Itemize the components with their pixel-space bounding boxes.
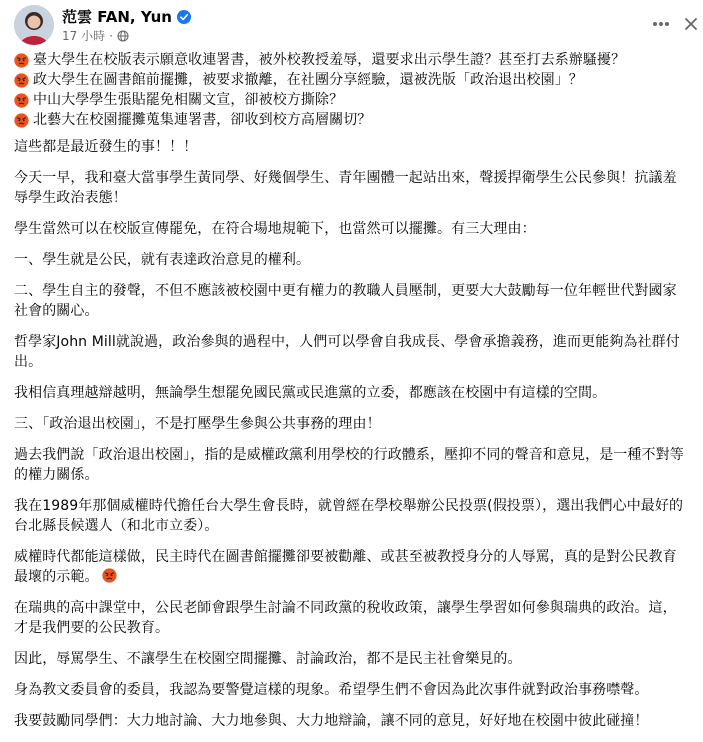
paragraph-text: 我在1989年那個威權時代擔任台大學生會長時，就曾經在學校舉辦公民投票(假投票），選出我們心中最好的台北縣長候選人（和北市立委）。 — [14, 498, 684, 534]
post-paragraph — [14, 168, 690, 208]
post-paragraph — [14, 445, 690, 485]
paragraph-text: 過去我們說「政治退出校園」，指的是威權政黨利用學校的行政體系，壓抑不同的聲音和意見，是一種不對等的權力關係。 — [14, 447, 684, 483]
close-button[interactable] — [680, 10, 702, 38]
post-paragraph — [14, 496, 690, 536]
paragraph-text: 三、「政治退出校園」，不是打壓學生參與公共事務的理由！ — [14, 416, 381, 432]
post-paragraph — [14, 598, 690, 638]
close-icon — [685, 18, 697, 30]
paragraph-text: 在瑞典的高中課堂中，公民老師會跟學生討論不同政黨的稅收政策，讓學生學習如何參與瑞典的政治。這，才是我們要的公民教育。 — [14, 600, 677, 636]
more-options-button[interactable] — [647, 10, 675, 38]
bullet-item — [14, 70, 690, 90]
bullet-item — [14, 90, 690, 110]
post-paragraph — [14, 332, 690, 372]
angry-emoji-icon — [14, 73, 29, 88]
avatar-image-icon — [14, 5, 54, 45]
paragraph-text: 今天一早，我和臺大當事學生黃同學、好幾個學生、青年團體一起站出來，聲援捍衛學生公民參與！抗議羞辱學生政治表態！ — [14, 170, 677, 206]
paragraph-text: 這些都是最近發生的事！！！ — [14, 139, 198, 155]
post-timestamp[interactable]: 17 小時 — [62, 29, 106, 43]
author-avatar[interactable] — [14, 5, 54, 45]
paragraph-text: 一、學生就是公民，就有表達政治意見的權利。 — [14, 252, 311, 268]
globe-icon — [117, 30, 129, 42]
paragraph-text: 因此，辱罵學生、不讓學生在校園空間擺攤、討論政治，都不是民主社會樂見的。 — [14, 651, 522, 667]
angry-emoji-icon — [14, 53, 29, 68]
bullet-item — [14, 110, 690, 130]
more-dots-icon — [652, 21, 670, 27]
angry-emoji-icon — [102, 568, 117, 583]
bullet-item — [14, 50, 690, 70]
paragraph-text: 我相信真理越辯越明，無論學生想罷免國民黨或民進黨的立委，都應該在校園中有這樣的空間。 — [14, 385, 607, 401]
post-paragraph — [14, 219, 690, 239]
post-body — [14, 50, 690, 742]
post-header — [0, 0, 703, 48]
post-paragraph — [14, 281, 690, 321]
bullet-text: 北藝大在校園擺攤蒐集連署書，卻收到校方高層關切？ — [33, 112, 372, 128]
paragraph-text: 我要鼓勵同學們：大力地討論、大力地參與、大力地辯論，讓不同的意見，好好地在校園中彼此碰撞！ — [14, 713, 649, 729]
post-paragraph — [14, 711, 690, 731]
angry-emoji-icon — [14, 113, 29, 128]
post-paragraph — [14, 649, 690, 669]
verified-badge-icon — [177, 10, 191, 24]
post-paragraph — [14, 383, 690, 403]
post-paragraph — [14, 414, 690, 434]
meta-separator: · — [109, 28, 113, 43]
bullet-text: 臺大學生在校版表示願意收連署書，被外校教授羞辱，還要求出示學生證？甚至打去系辦騷擾？ — [33, 52, 626, 68]
angry-emoji-icon — [14, 93, 29, 108]
bullet-text: 政大學生在圖書館前擺攤，被要求撤離，在社團分享經驗，還被洗版「政治退出校園」？ — [33, 72, 583, 88]
bullet-text: 中山大學學生張貼罷免相關文宣，卻被校方撕除？ — [33, 92, 344, 108]
post-paragraph — [14, 137, 690, 157]
paragraph-text: 身為教文委員會的委員，我認為要警覺這樣的現象。希望學生們不會因為此次事件就對政治事務噤聲。 — [14, 682, 649, 698]
bullet-list — [14, 50, 690, 130]
post-paragraph — [14, 547, 690, 587]
post-paragraph — [14, 680, 690, 700]
author-name-row — [62, 6, 191, 27]
paragraph-text: 學生當然可以在校版宣傳罷免，在符合場地規範下，也當然可以擺攤。有三大理由： — [14, 221, 536, 237]
paragraph-list — [14, 137, 690, 731]
post-paragraph — [14, 250, 690, 270]
paragraph-text: 哲學家John Mill就說過，政治參與的過程中，人們可以學會自我成長、學會承擔義務，進而更能夠為社群付出。 — [14, 334, 680, 370]
author-name[interactable]: 范雲 FAN, Yun — [62, 8, 172, 26]
paragraph-text: 二、學生自主的發聲，不但不應該被校園中更有權力的教職人員壓制，更要大大鼓勵每一位年輕世代對國家社會的關心。 — [14, 283, 677, 319]
post-meta — [62, 27, 129, 44]
paragraph-text: 威權時代都能這樣做，民主時代在圖書館擺攤卻要被勸離、或甚至被教授身分的人辱罵，真的是對公民教育最壞的示範。 — [14, 549, 677, 585]
